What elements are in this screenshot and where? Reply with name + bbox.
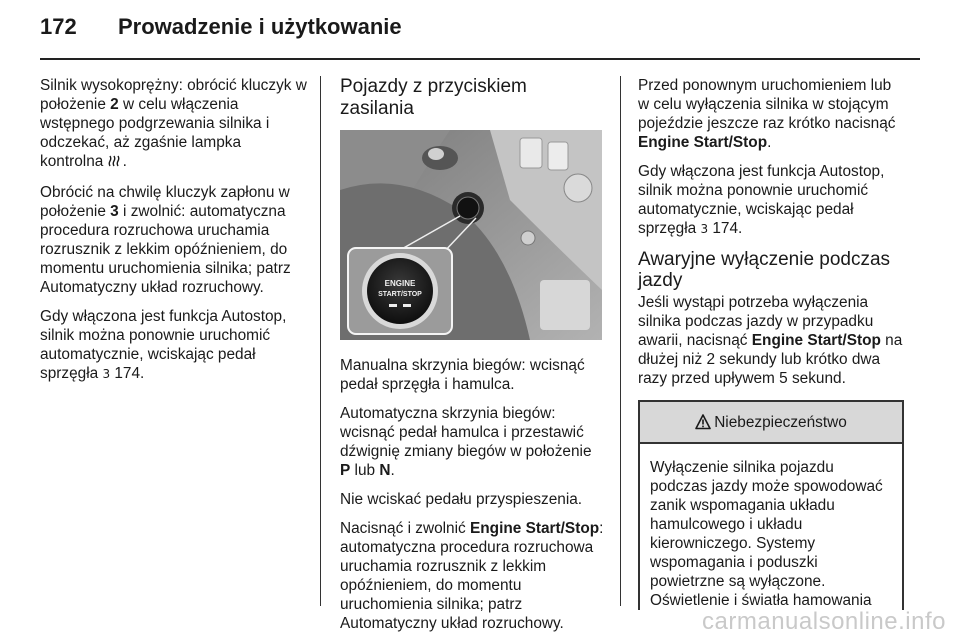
page-ref-arrow-icon: 3	[700, 222, 709, 236]
paragraph-diesel: Silnik wysokoprężny: obrócić kluczyk w położenie 2 w celu włączenia wstępnego podgrzewania silnika i odczekać, aż zgaśnie lampka kontrolna .	[40, 76, 308, 173]
paragraph-no-accelerator: Nie wciskać pedału przyspieszenia.	[340, 491, 583, 508]
section-heading-power-button: Pojazdy z przyciskiem zasilania	[340, 76, 527, 119]
warning-body: Wyłączenie silnika pojazdu podczas jazdy może spowodować zanik wspomagania układu hamulcowego i układu kierowniczego. Systemy wspomagania i poduszki powietrzne są wyłączone. Oświetlenie i światła hamowania	[650, 459, 883, 609]
header-rule	[40, 58, 920, 60]
warning-triangle-icon	[695, 414, 711, 430]
photo-button-label-startstop: START/STOP	[378, 291, 422, 298]
danger-warning-box	[638, 400, 904, 610]
warning-title: Niebezpieczeństwo	[714, 413, 847, 431]
column-divider-1	[320, 76, 321, 606]
column-2	[340, 76, 604, 643]
paragraph-automatic-gearbox: Automatyczna skrzynia biegów: wcisnąć pedał hamulca i przestawić dźwignię zmiany biegów w położenie P lub N.	[340, 405, 592, 479]
column-1	[40, 76, 308, 394]
chapter-title: Prowadzenie i użytkowanie	[118, 14, 402, 39]
paragraph-autostop: Gdy włączona jest funkcja Autostop, silnik można ponownie uruchomić automatycznie, wciskając pedał sprzęgła 3 174.	[40, 308, 287, 382]
page-ref-arrow-icon: 3	[102, 367, 111, 381]
paragraph-ignition: Obrócić na chwilę kluczyk zapłonu w położenie 3 i zwolnić: automatyczna procedura rozruchowa uruchamia rozrusznik z lekkim opóźnieniem, do momentu uruchomienia silnika; patrz Automatyczny układ rozruchowy.	[40, 184, 291, 296]
column-3	[638, 76, 904, 610]
page-number: 172	[40, 14, 77, 39]
watermark: carmanualsonline.info	[702, 608, 946, 635]
page-header	[40, 14, 402, 50]
paragraph-autostop-2: Gdy włączona jest funkcja Autostop, silnik można ponownie uruchomić automatycznie, wciskając pedał sprzęgła 3 174.	[638, 163, 885, 237]
glow-plug-icon	[108, 154, 123, 173]
paragraph-press-start-stop: Nacisnąć i zwolnić Engine Start/Stop: automatyczna procedura rozruchowa uruchamia rozrusznik z lekkim opóźnieniem, do momentu uruchomienia silnika; patrz Automatyczny układ rozruchowy.	[340, 520, 604, 632]
paragraph-manual-gearbox: Manualna skrzynia biegów: wcisnąć pedał sprzęgła i hamulca.	[340, 357, 585, 393]
paragraph-restart: Przed ponownym uruchomieniem lub w celu wyłączenia silnika w stojącym pojeździe jeszcze raz krótko nacisnąć Engine Start/Stop.	[638, 77, 896, 151]
start-stop-button-photo	[340, 130, 602, 340]
section-heading-emergency-stop: Awaryjne wyłączenie podczas jazdy	[638, 249, 891, 291]
paragraph-emergency: Jeśli wystąpi potrzeba wyłączenia silnika podczas jazdy w przypadku awarii, nacisnąć Engine Start/Stop na dłużej niż 2 sekundy lub krótko dwa razy przed upływem 5 sekund.	[638, 294, 903, 387]
column-divider-2	[620, 76, 621, 606]
warning-header	[640, 402, 902, 444]
photo-button-label-engine: ENGINE	[384, 279, 416, 288]
